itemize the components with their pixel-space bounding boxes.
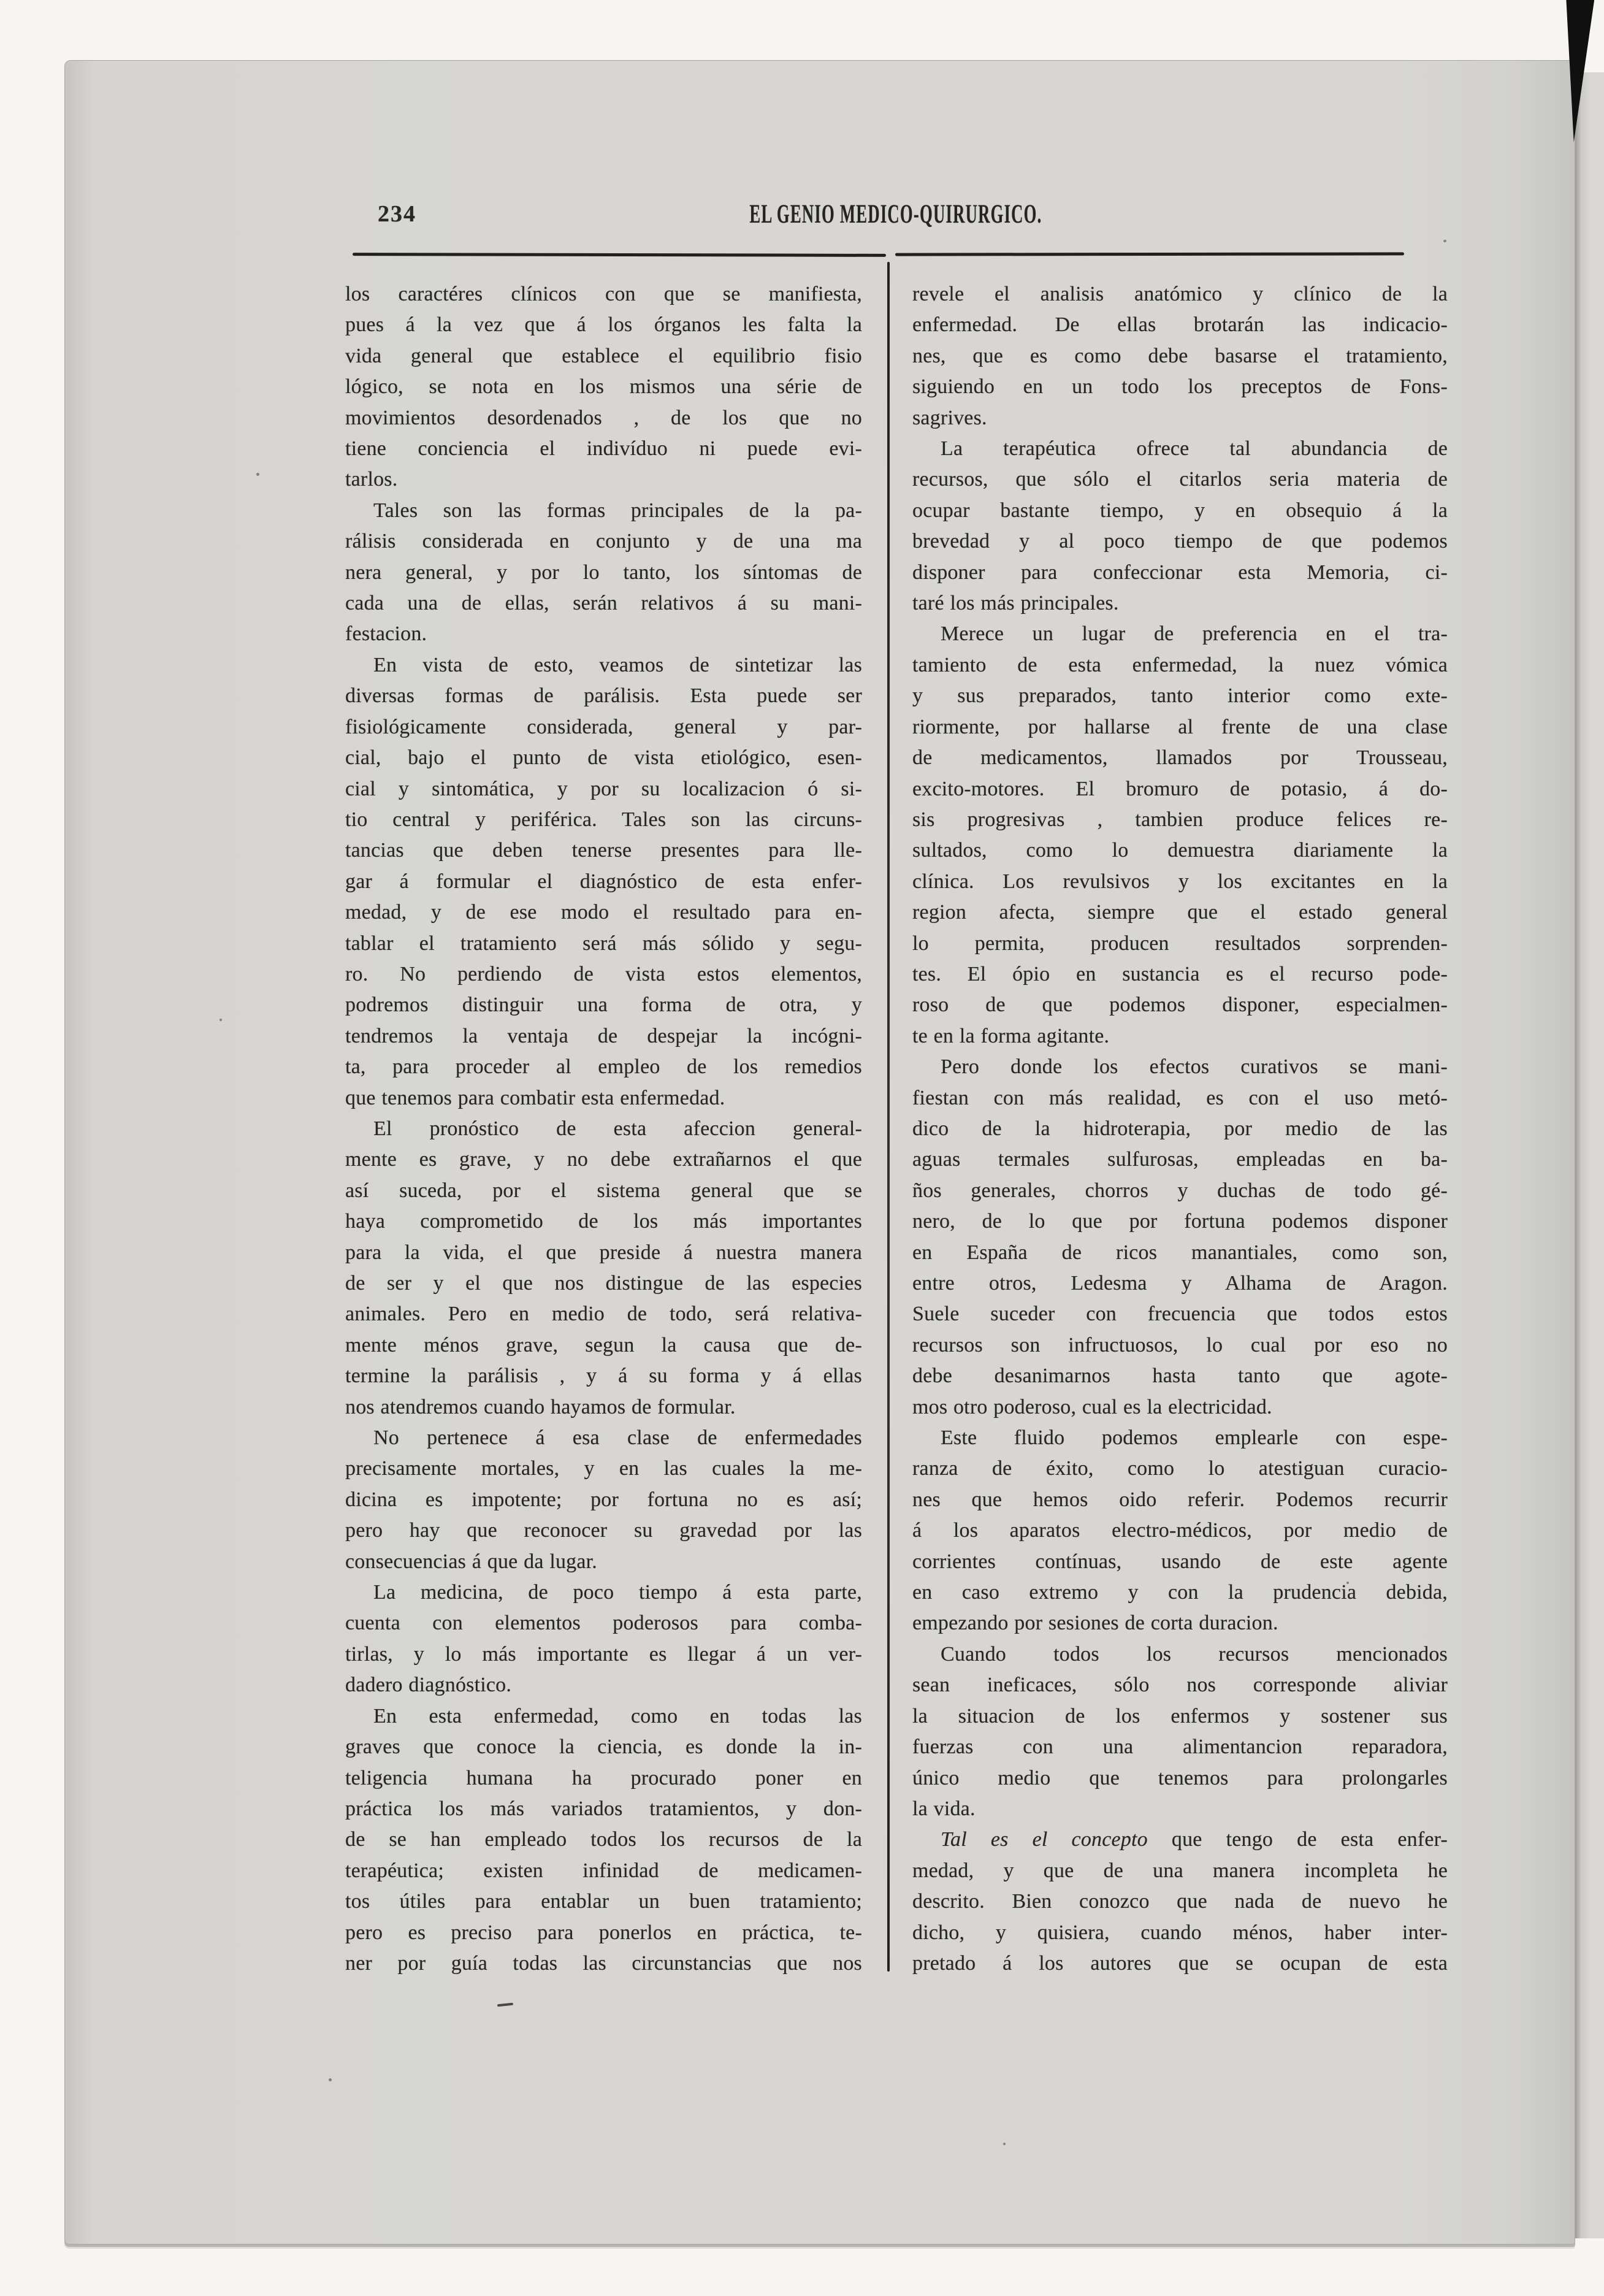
- text-line: tendremos la ventaja de despejar la incógni-: [345, 1024, 862, 1047]
- text-line: Suele suceder con frecuencia que todos estos: [912, 1303, 1448, 1326]
- text-line: único medio que tenemos para prolongarles: [912, 1766, 1448, 1789]
- paper-speck: [220, 1019, 222, 1021]
- text-line: termine la parálisis , y á su forma y á ellas: [345, 1364, 862, 1388]
- text-line: dadero diagnóstico.: [345, 1674, 512, 1697]
- text-line: ocupar bastante tiempo, y en obsequio á la: [912, 499, 1448, 522]
- text-line: La terapéutica ofrece tal abundancia de: [941, 437, 1448, 461]
- paragraph: [345, 1577, 862, 1701]
- text-line: haya comprometido de los más importantes: [345, 1210, 862, 1233]
- text-line: podremos distinguir una forma de otra, y: [345, 993, 862, 1017]
- text-line: revele el analisis anatómico y clínico de la: [912, 283, 1448, 305]
- text-line: tamiento de esta enfermedad, la nuez vómica: [912, 653, 1448, 676]
- text-line: descrito. Bien conozco que nada de nuevo he: [912, 1890, 1448, 1913]
- text-line: nes, que es como debe basarse el tratamiento,: [912, 344, 1448, 367]
- text-line: cada una de ellas, serán relativos á su mani-: [345, 592, 862, 615]
- text-line: en España de ricos manantiales, como son,: [912, 1241, 1448, 1264]
- text-line: dicina es impotente; por fortuna no es así;: [345, 1488, 862, 1511]
- page-number: 234: [378, 201, 416, 227]
- text-line: tablar el tratamiento será más sólido y segu-: [345, 932, 862, 955]
- text-line: Este fluido podemos emplearle con espe-: [941, 1426, 1448, 1450]
- text-line: diversas formas de parálisis. Esta puede ser: [345, 684, 862, 708]
- text-line: tiene conciencia el indivíduo ni puede evi-: [345, 437, 862, 461]
- text-line: aguas termales sulfurosas, empleadas en ba-: [912, 1148, 1448, 1171]
- text-line: disponer para confeccionar esta Memoria, ci-: [912, 561, 1448, 584]
- text-line: fiestan con más realidad, es con el uso metó-: [912, 1086, 1448, 1109]
- text-line: tos útiles para entablar un buen tratamiento;: [345, 1890, 862, 1913]
- text-line: animales. Pero en medio de todo, será relativa-: [345, 1303, 862, 1326]
- paragraph: [912, 619, 1448, 1052]
- header-rule-right: [895, 252, 1404, 256]
- text-line: corrientes contínuas, usando de este agente: [912, 1550, 1448, 1573]
- text-line: Pero donde los efectos curativos se mani-: [941, 1055, 1448, 1079]
- text-line: clínica. Los revulsivos y los excitantes en la: [912, 870, 1448, 893]
- text-line: lógico, se nota en los mismos una série de: [345, 375, 862, 399]
- text-line: sagrives.: [912, 406, 987, 429]
- text-line: sean ineficaces, sólo nos corresponde aliviar: [912, 1674, 1448, 1697]
- text-line: entre otros, Ledesma y Alhama de Aragon.: [912, 1272, 1448, 1295]
- text-line: fisiológicamente considerada, general y par-: [345, 715, 862, 738]
- text-line: la situacion de los enfermos y sostener sus: [912, 1704, 1448, 1728]
- text-line: mente es grave, y no debe extrañarnos el que: [345, 1148, 862, 1171]
- text-line: tancias que deben tenerse presentes para lle-: [345, 839, 862, 862]
- text-line: teligencia humana ha procurado poner en: [345, 1766, 862, 1789]
- right-column: [912, 279, 1448, 1979]
- text-line: y sus preparados, tanto interior como exte-: [912, 684, 1448, 708]
- page-sheet: [64, 60, 1575, 2244]
- paragraph: [345, 650, 862, 1114]
- text-line: de ser y el que nos distingue de las especies: [345, 1272, 862, 1295]
- text-line: nes que hemos oido referir. Podemos recurrir: [912, 1488, 1448, 1511]
- text-line: cial y sintomática, y por su localizacion ó si-: [345, 777, 862, 800]
- paragraph: [912, 1052, 1448, 1423]
- text-line: para la vida, el que preside á nuestra manera: [345, 1241, 862, 1264]
- text-line: [912, 1824, 1448, 1855]
- text-line: taré los más principales.: [912, 592, 1119, 615]
- text-line: nero, de lo que por fortuna podemos disponer: [912, 1210, 1448, 1233]
- text-line: graves que conoce la ciencia, es donde la in-: [345, 1735, 862, 1759]
- text-line: recursos, que sólo el citarlos seria materia de: [912, 468, 1448, 491]
- text-line: brevedad y al poco tiempo de que podemos: [912, 530, 1448, 553]
- paper-speck: [329, 2078, 332, 2081]
- journal-title: EL GENIO MEDICO-QUIRURGICO.: [749, 200, 1042, 229]
- text-line: así suceda, por el sistema general que se: [345, 1179, 862, 1202]
- italic-text-segment: Tal es el concepto: [941, 1828, 1148, 1851]
- text-line: de se han empleado todos los recursos de la: [345, 1828, 862, 1851]
- text-line: movimientos desordenados , de los que no: [345, 406, 862, 429]
- paper-speck: [256, 473, 259, 476]
- paragraph: [345, 1701, 862, 1980]
- paragraph: [345, 496, 862, 650]
- text-line: En vista de esto, veamos de sintetizar las: [373, 653, 862, 676]
- text-line: nos atendremos cuando hayamos de formular.: [345, 1395, 736, 1418]
- text-line: lo permita, producen resultados sorprenden-: [912, 932, 1448, 955]
- text-segment: que tengo de esta enfer-: [1147, 1828, 1448, 1851]
- column-divider-rule: [887, 262, 890, 1972]
- adjacent-page-edge: [1575, 72, 1604, 2238]
- text-line: ta, para proceder al empleo de los remedios: [345, 1055, 862, 1079]
- text-line: gar á formular el diagnóstico de esta enfer-: [345, 870, 862, 893]
- text-line: te en la forma agitante.: [912, 1024, 1110, 1047]
- text-line: mos otro poderoso, cual es la electricidad.: [912, 1395, 1272, 1418]
- text-line: debe desanimarnos hasta tanto que agote-: [912, 1364, 1448, 1388]
- text-line: roso de que podemos disponer, especialmen-: [912, 993, 1448, 1017]
- text-line: práctica los más variados tratamientos, y don-: [345, 1797, 862, 1820]
- text-line: Merece un lugar de preferencia en el tra-: [941, 622, 1448, 646]
- text-line: consecuencias á que da lugar.: [345, 1550, 598, 1573]
- left-column: [345, 279, 862, 1979]
- text-line: medad, y de ese modo el resultado para en-: [345, 901, 862, 924]
- text-line: pretado á los autores que se ocupan de esta: [912, 1951, 1448, 1975]
- text-line: á los aparatos electro-médicos, por medio de: [912, 1519, 1448, 1542]
- text-line: festacion.: [345, 622, 427, 646]
- text-line: pero es preciso para ponerlos en práctica, te-: [345, 1921, 862, 1944]
- paragraph: [912, 434, 1448, 619]
- text-line: ro. No perdiendo de vista estos elementos,: [345, 962, 862, 985]
- paragraph: [345, 279, 862, 496]
- text-block: [344, 61, 1448, 2244]
- text-line: precisamente mortales, y en las cuales la me-: [345, 1457, 862, 1480]
- text-line: de medicamentos, llamados por Trousseau,: [912, 746, 1448, 770]
- text-line: mente ménos grave, segun la causa que de-: [345, 1333, 862, 1357]
- text-line: la vida.: [912, 1797, 976, 1820]
- text-line: ños generales, chorros y duchas de todo gé-: [912, 1179, 1448, 1202]
- text-line: riormente, por hallarse al frente de una clase: [912, 715, 1448, 738]
- text-line: dicho, y quisiera, cuando ménos, haber inter-: [912, 1921, 1448, 1944]
- text-line: ranza de éxito, como lo atestiguan curacio-: [912, 1457, 1448, 1480]
- paragraph: [912, 1824, 1448, 1979]
- text-line: fuerzas con una alimentancion reparadora,: [912, 1735, 1448, 1759]
- text-line: en caso extremo y con la prudencia debida,: [912, 1581, 1448, 1604]
- text-line: Cuando todos los recursos mencionados: [941, 1642, 1448, 1666]
- text-line: siguiendo en un todo los preceptos de Fons-: [912, 375, 1448, 399]
- text-line: region afecta, siempre que el estado general: [912, 901, 1448, 924]
- text-line: vida general que establece el equilibrio fisio: [345, 344, 862, 367]
- text-line: pero hay que reconocer su gravedad por las: [345, 1519, 862, 1542]
- paragraph: [345, 1114, 862, 1423]
- text-line: sultados, como lo demuestra diariamente la: [912, 839, 1448, 862]
- text-line: tirlas, y lo más importante es llegar á un ver-: [345, 1642, 862, 1666]
- text-line: cial, bajo el punto de vista etiológico, esen-: [345, 746, 862, 770]
- text-line: tes. El ópio en sustancia es el recurso pode-: [912, 962, 1448, 985]
- text-line: El pronóstico de esta afeccion general-: [373, 1117, 862, 1140]
- text-line: tarlos.: [345, 468, 398, 491]
- paragraph: [345, 1423, 862, 1577]
- text-line: tio central y periférica. Tales son las circuns-: [345, 808, 862, 831]
- paragraph: [912, 279, 1448, 434]
- text-line: medad, y que de una manera incompleta he: [912, 1859, 1448, 1882]
- text-line: terapéutica; existen infinidad de medicamen-: [345, 1859, 862, 1882]
- paragraph: [912, 1423, 1448, 1639]
- paragraph: [912, 1639, 1448, 1824]
- text-line: La medicina, de poco tiempo á esta parte,: [373, 1581, 862, 1604]
- text-line: dico de la hidroterapia, por medio de las: [912, 1117, 1448, 1140]
- text-line: pues á la vez que á los órganos les falta la: [345, 313, 862, 337]
- text-line: enfermedad. De ellas brotarán las indicacio-: [912, 313, 1448, 337]
- text-line: ner por guía todas las circunstancias que nos: [345, 1951, 862, 1975]
- text-line: nera general, y por lo tanto, los síntomas de: [345, 561, 862, 584]
- text-line: rálisis considerada en conjunto y de una ma: [345, 530, 862, 553]
- text-line: cuenta con elementos poderosos para comba-: [345, 1612, 862, 1635]
- text-line: sis progresivas , tambien produce felices re-: [912, 808, 1448, 831]
- text-line: que tenemos para combatir esta enfermedad.: [345, 1086, 725, 1109]
- text-line: los caractéres clínicos con que se manifiesta,: [345, 283, 862, 305]
- text-line: No pertenece á esa clase de enfermedades: [373, 1426, 862, 1450]
- header-rule-left: [353, 253, 886, 257]
- text-line: recursos son infructuosos, lo cual por eso no: [912, 1333, 1448, 1357]
- text-line: Tales son las formas principales de la pa-: [373, 499, 862, 522]
- text-line: excito-motores. El bromuro de potasio, á do-: [912, 777, 1448, 800]
- text-line: empezando por sesiones de corta duracion.: [912, 1612, 1278, 1635]
- text-line: En esta enfermedad, como en todas las: [373, 1704, 862, 1728]
